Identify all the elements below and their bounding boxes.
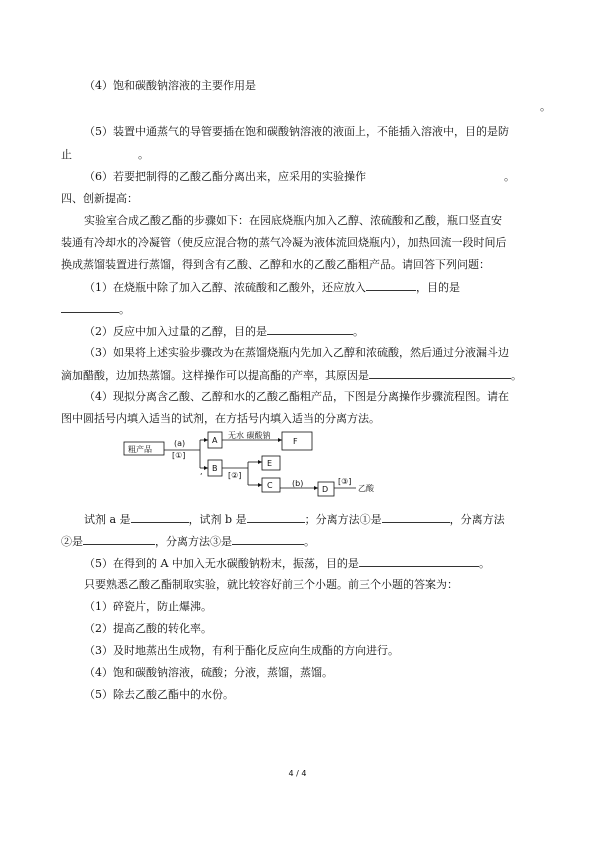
method-3-label: [③] xyxy=(338,477,352,486)
box-e-label: E xyxy=(267,459,273,468)
intro-line-1: 实验室合成乙酸乙酯的步骤如下：在园底烧瓶内加入乙醇、浓硫酸和乙酸，瓶口竖直安 xyxy=(84,214,502,227)
box-b-label: B xyxy=(212,464,218,473)
answer-4: （4）饱和碳酸钠溶液，硫酸；分液，蒸馏，蒸馏。 xyxy=(84,666,333,679)
answer-5: （5）除去乙酸乙酯中的水份。 xyxy=(84,688,234,701)
intro-line-2: 装通有冷却水的冷凝管（使反应混合物的蒸气冷凝为液体流回烧瓶内），加热回流一段时间后 xyxy=(61,236,507,249)
box-c-label: C xyxy=(267,481,273,490)
answer-1: （1）碎瓷片，防止爆沸。 xyxy=(84,600,212,613)
question-6: （6）若要把制得的乙酸乙酯分离出来，应采用的实验操作 。 xyxy=(84,170,515,183)
part-4-cont: 图中圆括号内填入适当的试剂，在方括号内填入适当的分离方法。 xyxy=(61,412,380,425)
fill-line-1: 试剂 a 是 ，试剂 b 是 ；分离方法①是 ，分离方法 xyxy=(84,513,505,526)
part-1-cont: 。 xyxy=(61,302,130,317)
question-4-end: 。 xyxy=(540,100,551,113)
part-5: （5）在得到的 A 中加入无水碳酸钠粉末，振荡，目的是 。 xyxy=(84,557,490,570)
method-1-label: [①] xyxy=(172,451,186,460)
part-3: （3）如果将上述实验步骤改为在蒸馏烧瓶内先加入乙醇和浓硫酸，然后通过分液漏斗边 xyxy=(84,346,509,359)
page-number: 4 / 4 xyxy=(288,769,307,778)
question-5: （5）装置中通蒸气的导管要插在饱和碳酸钠溶液的液面上，不能插入溶液中，目的是防 xyxy=(84,125,509,138)
method-2-label: [②] xyxy=(228,471,242,480)
answer-note: 只要熟悉乙酸乙酯制取实验，就比较容好前三个小题。前三个小题的答案为： xyxy=(84,578,458,591)
crude-product-label: 粗产品 xyxy=(128,445,152,454)
box-d-label: D xyxy=(322,485,329,494)
fill-line-2: ②是 ，分离方法③是 。 xyxy=(61,535,315,548)
reagent-a-label: (a) xyxy=(174,439,186,448)
section-heading: 四、创新提高： xyxy=(61,192,138,205)
separation-flowchart xyxy=(120,428,440,508)
reagent-b-label: (b) xyxy=(292,479,304,488)
intro-line-3: 换成蒸馏装置进行蒸馏，得到含有乙酸、乙醇和水的乙酸乙酯粗产品。请回答下列问题： xyxy=(61,258,490,271)
answer-2: （2）提高乙酸的转化率。 xyxy=(84,622,212,635)
box-f-label: F xyxy=(293,437,298,446)
part-4: （4）现拟分离含乙酸、乙醇和水的乙酸乙酯粗产品，下图是分离操作步骤流程图。请在 xyxy=(84,390,509,403)
answer-3: （3）及时地蒸出生成物，有利于酯化反应向生成酯的方向进行。 xyxy=(84,644,399,657)
question-4: （4）饱和碳酸钠溶液的主要作用是 xyxy=(84,79,256,92)
comma-label: , xyxy=(200,467,203,476)
anhydrous-label: 无水 碳酸钠 xyxy=(228,431,271,440)
part-3-cont: 滴加醋酸，边加热蒸馏。这样操作可以提高酯的产率，其原因是 。 xyxy=(61,369,522,382)
part-1: （1）在烧瓶中除了加入乙醇、浓硫酸和乙酸外，还应放入 ，目的是 xyxy=(84,281,460,294)
box-a-label: A xyxy=(212,436,218,445)
part-2: （2）反应中加入过量的乙醇，目的是 。 xyxy=(84,325,364,338)
product-label: 乙酸 xyxy=(358,484,374,493)
question-5-cont: 止 。 xyxy=(61,148,149,161)
